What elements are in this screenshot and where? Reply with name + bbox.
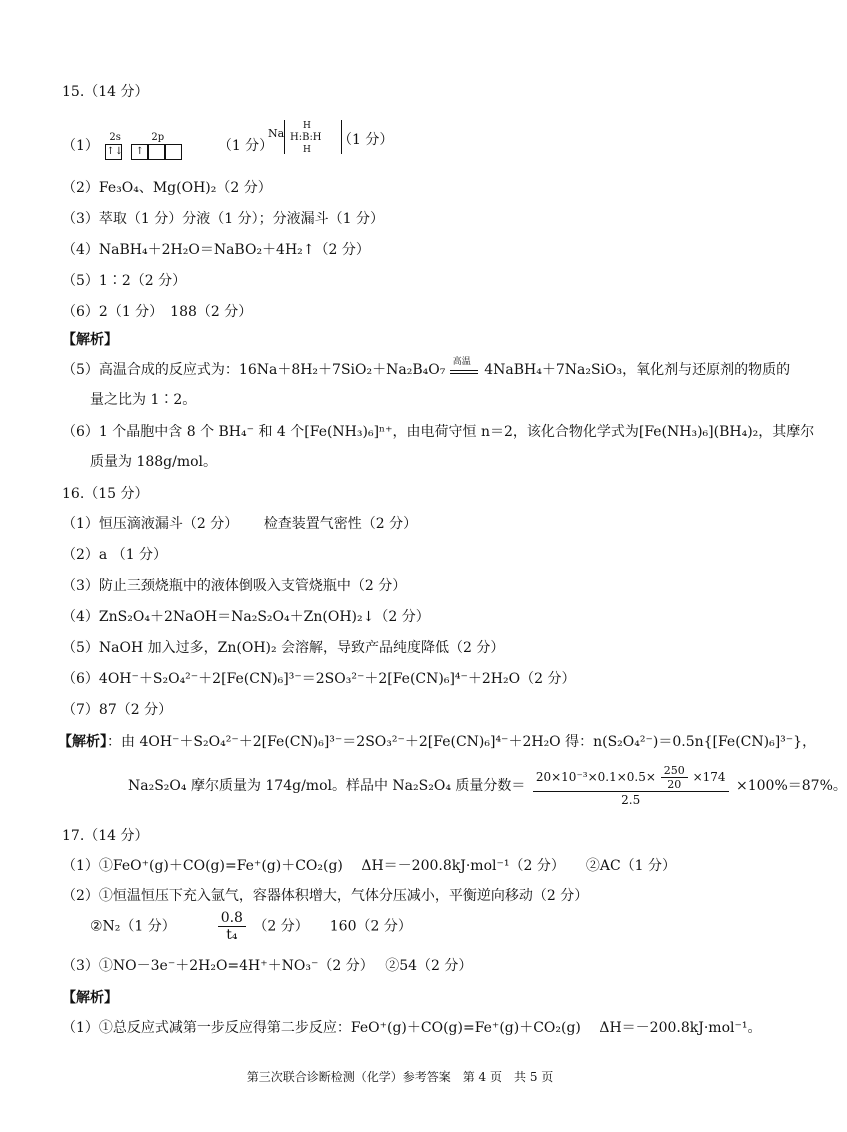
lewis-top-h: H: [303, 121, 311, 131]
q15-analysis-6-b: 质量为 188g/mol。: [90, 454, 218, 470]
fraction-numerator: [533, 764, 729, 792]
orbital-diagram: [103, 128, 213, 164]
lewis-na: Na: [268, 127, 285, 140]
orbital-2s-label: 2s: [109, 132, 121, 143]
q16-part1: （1）恒压滴液漏斗（2 分） 检查装置气密性（2 分）: [62, 516, 418, 532]
q15-analysis-label: 【解析】: [62, 332, 118, 348]
q16-analysis-b: Na₂S₂O₄ 摩尔质量为 174g/mol。样品中 Na₂S₂O₄ 质量分数＝: [128, 778, 526, 794]
t4-fraction-den: t₄: [226, 927, 238, 943]
q15-analysis-5-b: 4NaBH₄＋7Na₂SiO₃，氧化剂与还原剂的物质的: [484, 362, 791, 378]
q16-analysis-label: 【解析】: [58, 734, 107, 750]
t4-fraction: [218, 910, 246, 943]
q17-heading: 17.（14 分）: [62, 828, 149, 844]
q15-part1-score2: （1 分）: [338, 132, 394, 148]
q16-analysis-c: ×100%＝87%。: [736, 778, 847, 794]
lewis-bottom-h: H: [303, 145, 311, 155]
q16-heading: 16.（15 分）: [62, 486, 149, 502]
q17-part2b-a: ②N₂（1 分）: [90, 918, 176, 935]
q15-part2: （2）Fe₃O₄、Mg(OH)₂（2 分）: [62, 180, 272, 196]
fraction-numerator-b: ×174: [692, 770, 726, 784]
q15-analysis-5-a: （5）高温合成的反应式为：16Na＋8H₂＋7SiO₂＋Na₂B₄O₇: [62, 362, 446, 378]
reaction-arrow: [450, 357, 480, 380]
orbital-box-2p-1: ↑: [131, 144, 148, 160]
q16-part4: （4）ZnS₂O₄＋2NaOH＝Na₂S₂O₄＋Zn(OH)₂↓（2 分）: [62, 609, 430, 625]
q17-part2: （2）①恒温恒压下充入氩气，容器体积增大，气体分压减小，平衡逆向移动（2 分）: [62, 888, 589, 904]
equal-sign-line: [450, 370, 478, 374]
orbital-box-2p-2: [148, 144, 165, 160]
orbital-box-2s: ↑↓: [105, 144, 122, 160]
q15-part1-label: （1）: [62, 138, 99, 154]
q15-part1-score: （1 分）: [217, 138, 274, 154]
page-footer: 第三次联合诊断检测（化学）参考答案 第 4 页 共 5 页: [246, 1070, 554, 1084]
fraction-numerator-a: 20×10⁻³×0.1×0.5×: [535, 770, 656, 784]
q17-part2b-b: （2 分） 160（2 分）: [253, 918, 412, 935]
q15-part5: （5）1∶2（2 分）: [62, 273, 187, 289]
q16-part3: （3）防止三颈烧瓶中的液体倒吸入支管烧瓶中（2 分）: [62, 578, 407, 594]
q16-analysis-a: ：由 4OH⁻＋S₂O₄²⁻＋2[Fe(CN)₆]³⁻＝2SO₃²⁻＋2[Fe(CN)₆]⁴⁻＋2H₂O 得：n(S₂O₄²⁻)＝0.5n{[Fe(CN)₆]³⁻}，: [107, 734, 817, 750]
lewis-structure: [268, 120, 398, 160]
q15-part6: （6）2（1 分） 188（2 分）: [62, 304, 253, 320]
lewis-core: H:B:H: [290, 132, 322, 143]
q17-part3: （3）①NO－3e⁻＋2H₂O=4H⁺＋NO₃⁻（2 分） ②54（2 分）: [62, 958, 473, 974]
orbital-2p-label: 2p: [151, 132, 165, 143]
mass-fraction-formula: [533, 764, 729, 808]
q16-part7: （7）87（2 分）: [62, 702, 173, 718]
q16-analysis: [58, 732, 816, 752]
q15-analysis-6-a: （6）1 个晶胞中含 8 个 BH₄⁻ 和 4 个[Fe(NH₃)₆]ⁿ⁺，由电荷守恒 n＝2，该化合物化学式为[Fe(NH₃)₆](BH₄)₂，其摩尔: [62, 424, 815, 440]
q16-part6: （6）4OH⁻＋S₂O₄²⁻＋2[Fe(CN)₆]³⁻＝2SO₃²⁻＋2[Fe(CN)₆]⁴⁻＋2H₂O（2 分）: [62, 671, 576, 687]
q15-part3: （3）萃取（1 分）分液（1 分）；分液漏斗（1 分）: [62, 211, 384, 227]
q16-part5: （5）NaOH 加入过多，Zn(OH)₂ 会溶解，导致产品纯度降低（2 分）: [62, 640, 505, 656]
q16-analysis-calc: [128, 764, 847, 808]
q15-heading: 15.（14 分）: [62, 84, 149, 100]
q17-analysis-label: 【解析】: [62, 990, 118, 1006]
inner-fraction: [661, 764, 688, 791]
q15-analysis-5-c: 量之比为 1∶2。: [90, 392, 197, 408]
q15-analysis-5: [62, 357, 791, 380]
inner-fraction-num: 250: [661, 764, 688, 778]
orbital-box-2p-3: [165, 144, 182, 160]
fraction-denominator: 2.5: [621, 793, 641, 807]
q17-part2b: [90, 910, 412, 943]
q17-part1: （1）①FeO⁺(g)＋CO(g)=Fe⁺(g)＋CO₂(g) ΔH＝－200.8kJ·mol⁻¹（2 分） ②AC（1 分）: [62, 858, 677, 874]
q15-part4: （4）NaBH₄＋2H₂O＝NaBO₂＋4H₂↑（2 分）: [62, 242, 370, 258]
q17-analysis-1: （1）①总反应式减第一步反应得第二步反应：FeO⁺(g)＋CO(g)=Fe⁺(g)＋CO₂(g) ΔH＝－200.8kJ·mol⁻¹。: [62, 1020, 762, 1036]
q16-part2: （2）a （1 分）: [62, 547, 168, 563]
inner-fraction-den: 20: [667, 778, 682, 791]
q15-part1: [62, 128, 273, 164]
t4-fraction-num: 0.8: [218, 910, 246, 927]
reaction-condition: 高温: [452, 357, 471, 367]
